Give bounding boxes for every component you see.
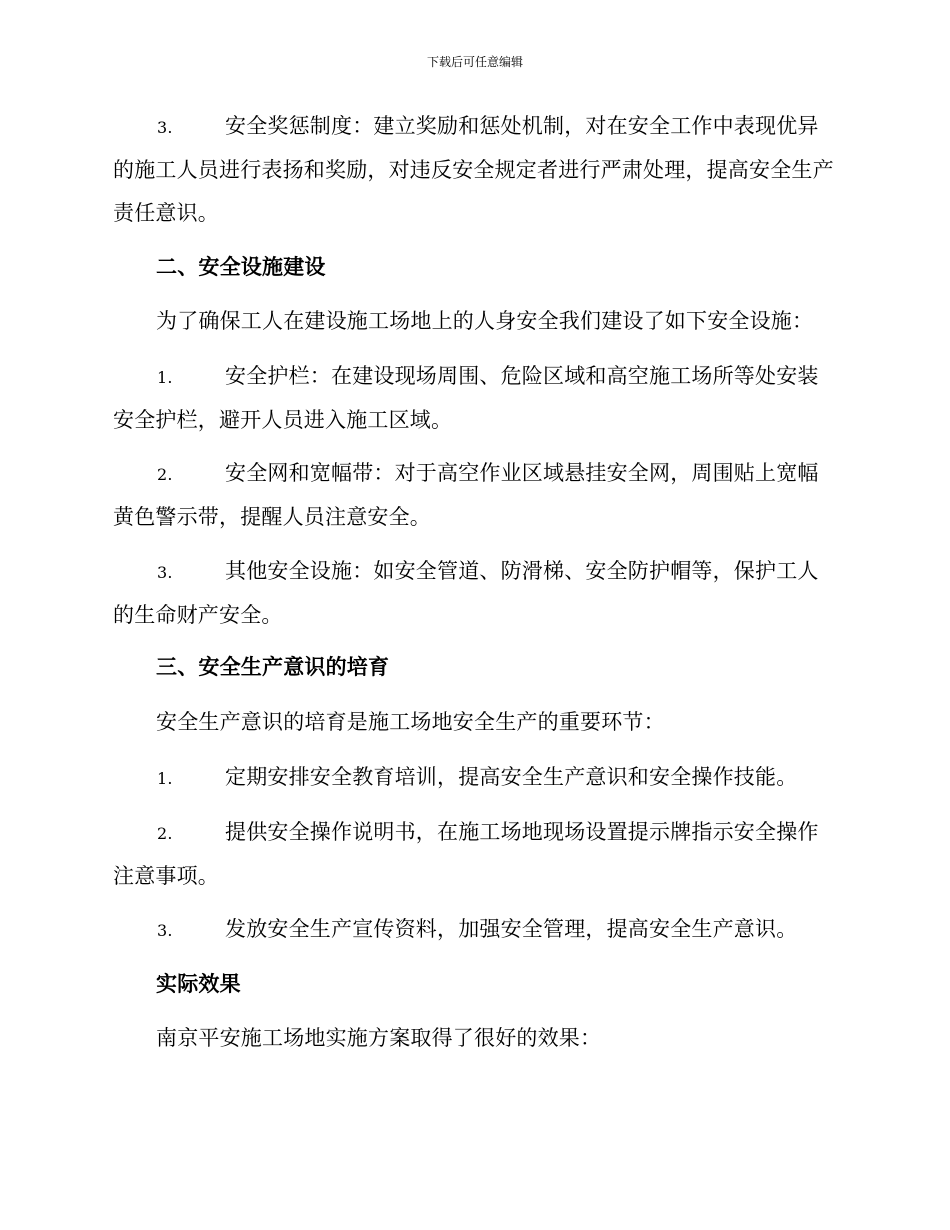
list-item-training <box>113 756 835 800</box>
list-item-text: 定期安排安全教育培训，提高安全生产意识和安全操作技能。 <box>225 765 798 789</box>
section-heading-facilities: 二、安全设施建设 <box>156 254 326 279</box>
page-header-note: 下载后可任意编辑 <box>426 55 523 69</box>
list-item-manual <box>113 811 835 898</box>
list-item-text: 发放安全生产宣传资料，加强安全管理，提高安全生产意识。 <box>225 917 798 941</box>
list-item-text: 提供安全操作说明书，在施工场地现场设置提示牌指示安全操作注意事项。 <box>113 820 819 888</box>
list-item-number: 1. <box>157 368 173 387</box>
list-item-number: 3. <box>157 921 173 940</box>
list-item-number: 3. <box>157 118 173 137</box>
list-item-number: 3. <box>157 563 173 582</box>
list-item-text: 安全网和宽幅带：对于高空作业区域悬挂安全网，周围贴上宽幅黄色警示带，提醒人员注意安全。 <box>113 461 819 529</box>
paragraph-awareness-intro: 安全生产意识的培育是施工场地安全生产的重要环节： <box>156 710 665 734</box>
paragraph-facilities-intro: 为了确保工人在建设施工场地上的人身安全我们建设了如下安全设施： <box>156 309 814 333</box>
list-item-publicity <box>113 908 835 952</box>
section-heading-effect: 实际效果 <box>156 971 241 996</box>
section-heading-awareness: 三、安全生产意识的培育 <box>156 654 390 679</box>
list-item-safety-net <box>113 452 835 539</box>
list-item-other-facilities <box>113 550 835 637</box>
list-item-text: 安全奖惩制度：建立奖励和惩处机制，对在安全工作中表现优异的施工人员进行表扬和奖励，对违反安全规定者进行严肃处理，提高安全生产责任意识。 <box>113 114 834 225</box>
list-item-text: 其他安全设施：如安全管道、防滑梯、安全防护帽等，保护工人的生命财产安全。 <box>113 559 819 627</box>
list-item-number: 2. <box>157 824 173 843</box>
list-item-text: 安全护栏：在建设现场周围、危险区域和高空施工场所等处安装安全护栏，避开人员进入施工区域。 <box>113 364 819 432</box>
paragraph-effect-intro: 南京平安施工场地实施方案取得了很好的效果： <box>156 1026 602 1050</box>
list-item-number: 1. <box>157 769 173 788</box>
list-item-number: 2. <box>157 465 173 484</box>
list-item-reward-system <box>113 105 835 235</box>
list-item-guardrail <box>113 355 835 442</box>
